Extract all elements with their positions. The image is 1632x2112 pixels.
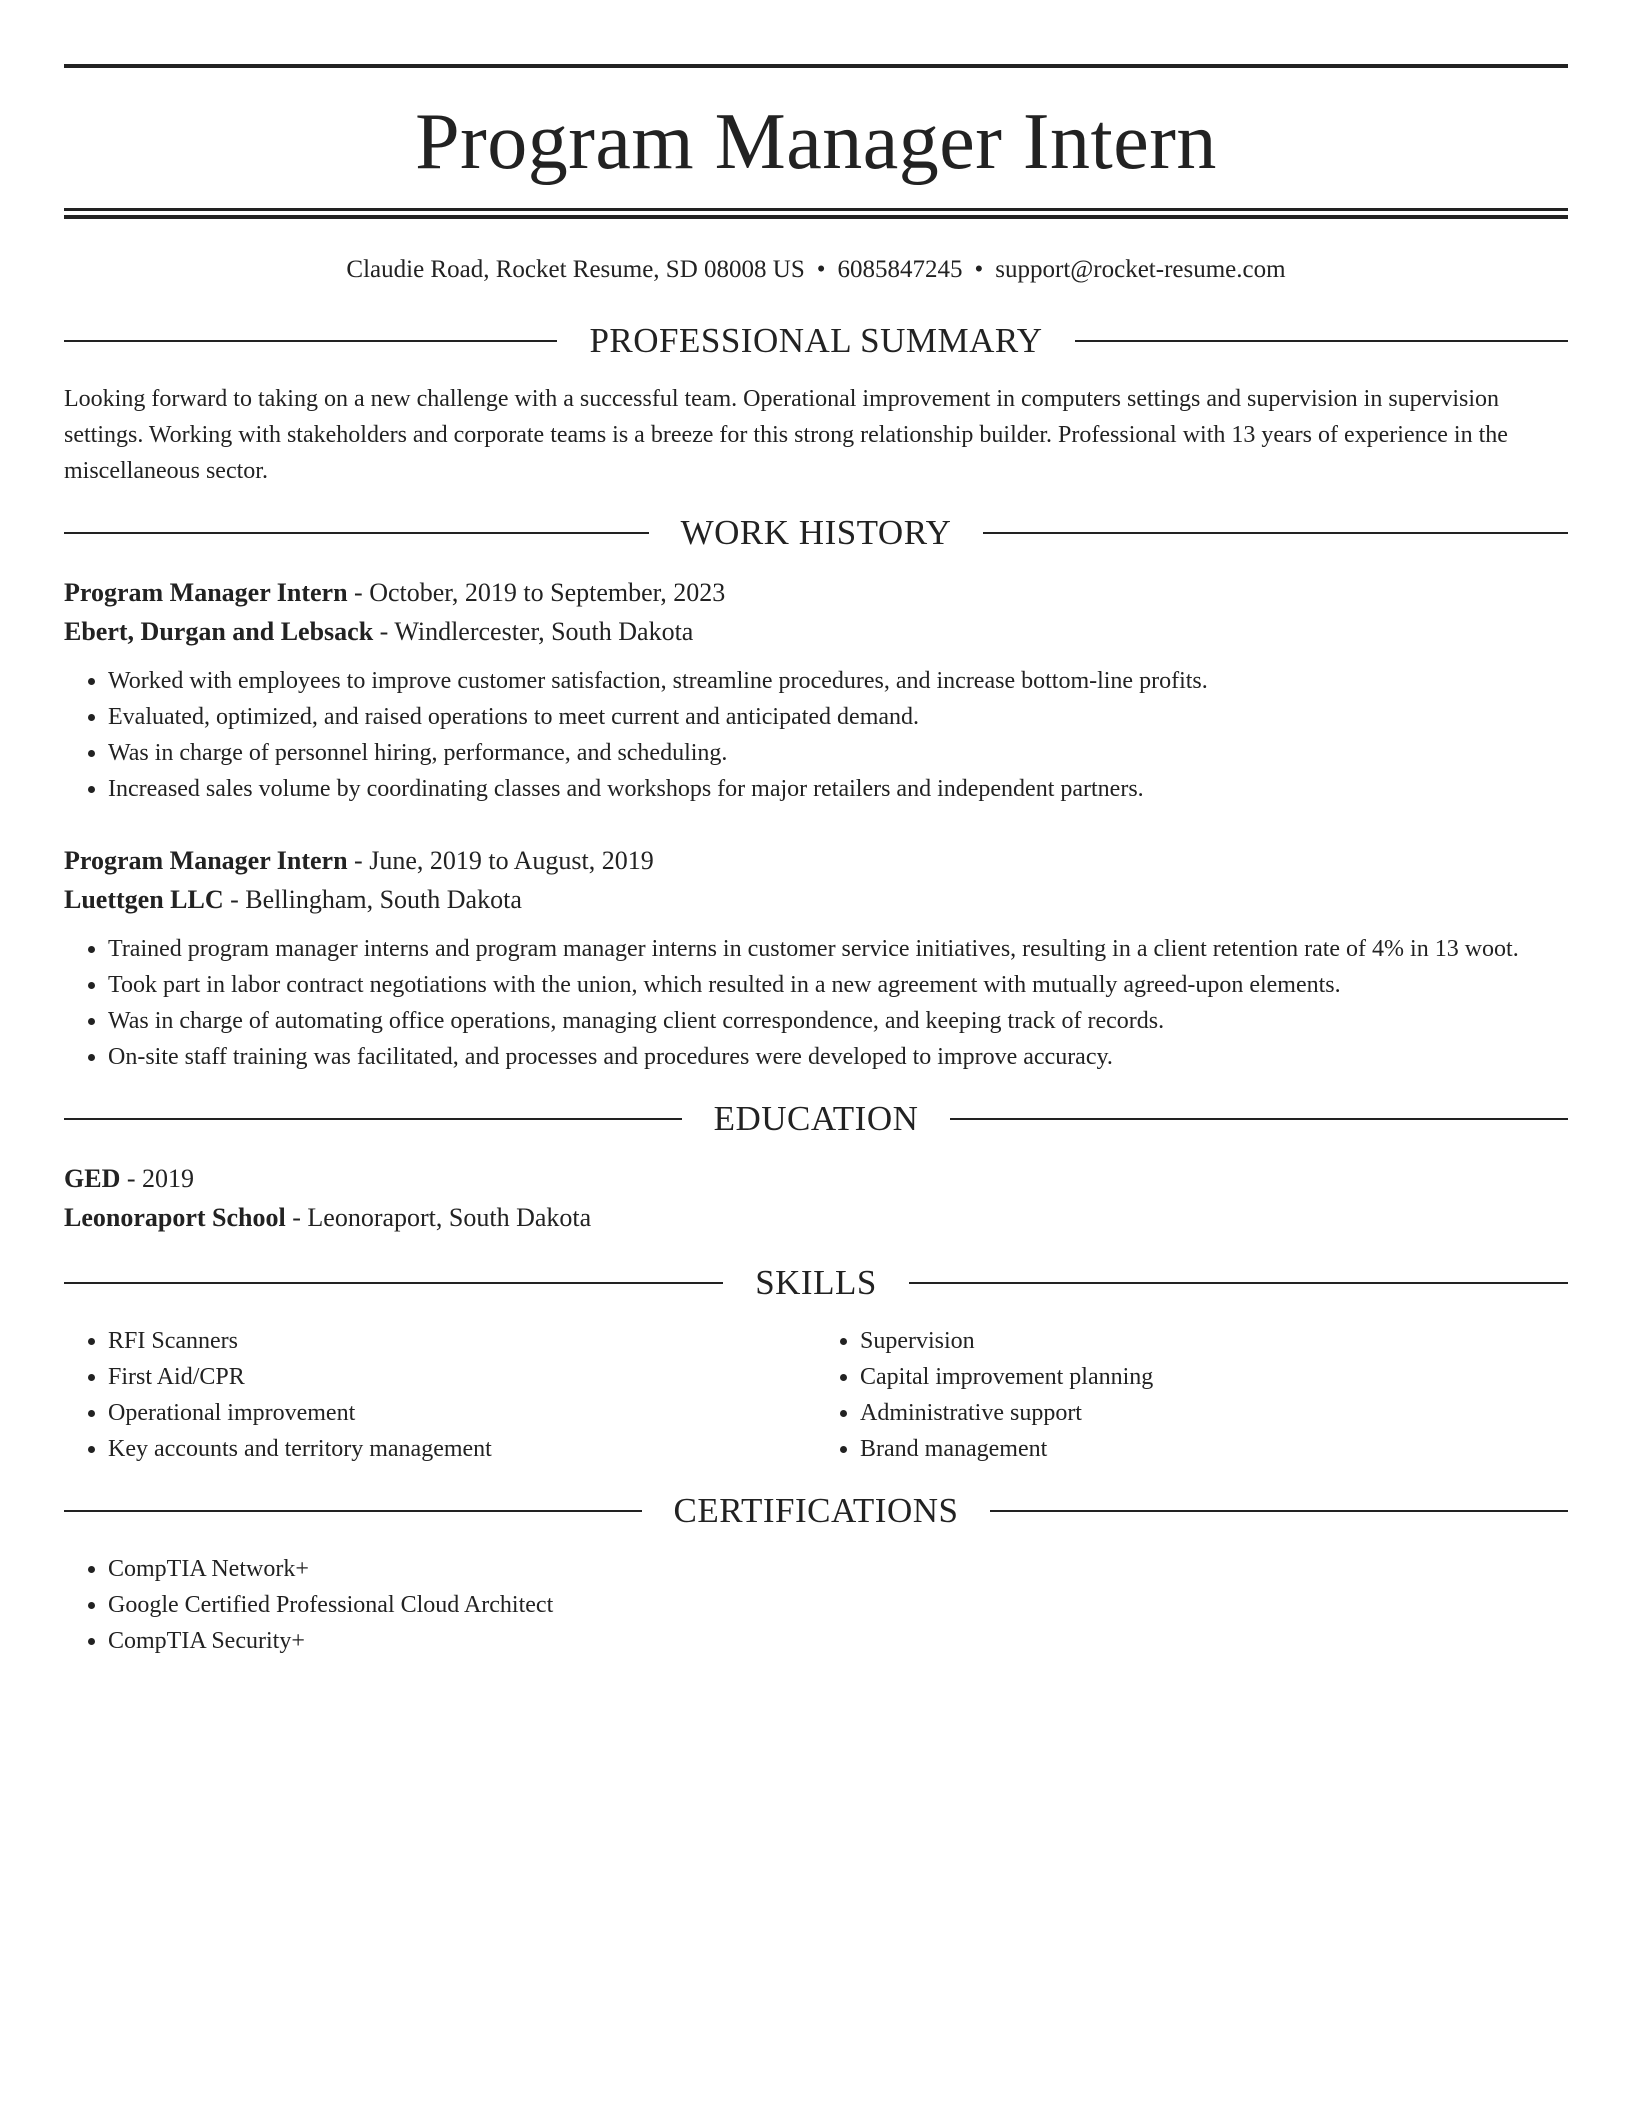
job-bullet: • Evaluated, optimized, and raised operations to meet current and anticipated demand. [108, 699, 1568, 735]
job-bullet: • Increased sales volume by coordinating classes and workshops for major retailers and independent partners. [108, 771, 1568, 807]
education-degree: GED [64, 1164, 121, 1193]
contact-line [64, 255, 1568, 285]
contact-phone: 6085847245 [837, 256, 963, 283]
contact-address: Claudie Road, Rocket Resume, SD 08008 US [346, 256, 805, 283]
job-bullet: • Worked with employees to improve customer satisfaction, streamline procedures, and increase bottom-line profits. [108, 663, 1568, 699]
job-title: Program Manager Intern [64, 846, 348, 875]
job-company: Ebert, Durgan and Lebsack [64, 617, 374, 646]
heading-rule-right [990, 1510, 1568, 1512]
heading-rule-left [64, 340, 557, 342]
job-bullets [64, 663, 1568, 807]
summary-heading [64, 321, 1568, 361]
section-title: WORK HISTORY [680, 513, 952, 552]
skill-item: • Key accounts and territory management [108, 1431, 816, 1467]
work-history-heading [64, 513, 1568, 553]
skills-columns [64, 1323, 1568, 1467]
certification-item: • CompTIA Security+ [108, 1623, 1568, 1659]
job-bullet: • Was in charge of automating office operations, managing client correspondence, and keeping track of records. [108, 1003, 1568, 1039]
section-title: EDUCATION [713, 1099, 919, 1138]
job-bullet: • Trained program manager interns and program manager interns in customer service initiatives, resulting in a client retention rate of 4% in 13 woot. [108, 931, 1568, 967]
job-bullet: • On-site staff training was facilitated, and processes and procedures were developed to improve accuracy. [108, 1039, 1568, 1075]
contact-separator: • [816, 256, 826, 283]
name-double-rule [64, 208, 1568, 219]
job-title: Program Manager Intern [64, 578, 348, 607]
job-bullet: • Was in charge of personnel hiring, performance, and scheduling. [108, 735, 1568, 771]
job-bullet: • Took part in labor contract negotiations with the union, which resulted in a new agreement with mutually agreed-upon elements. [108, 967, 1568, 1003]
job-bullets [64, 931, 1568, 1075]
skill-item: • Capital improvement planning [860, 1359, 1568, 1395]
contact-email: support@rocket-resume.com [995, 256, 1286, 283]
certification-item: • Google Certified Professional Cloud Architect [108, 1587, 1568, 1623]
job-title-line [64, 841, 1568, 880]
heading-rule-left [64, 532, 649, 534]
section-title: SKILLS [755, 1263, 877, 1302]
job-company-line [64, 612, 1568, 651]
heading-rule-left [64, 1282, 723, 1284]
education-heading [64, 1099, 1568, 1139]
heading-rule-right [1075, 340, 1568, 342]
resume-page [64, 64, 1568, 1659]
heading-rule-left [64, 1510, 642, 1512]
job-entry [64, 573, 1568, 807]
skill-item: • RFI Scanners [108, 1323, 816, 1359]
skill-item: • Supervision [860, 1323, 1568, 1359]
skills-heading [64, 1263, 1568, 1303]
certifications-list [64, 1551, 1568, 1659]
job-company: Luettgen LLC [64, 885, 224, 914]
education-degree-line [64, 1159, 1568, 1198]
job-dates: - October, 2019 to September, 2023 [347, 578, 726, 607]
contact-separator: • [974, 256, 984, 283]
skill-item: • Administrative support [860, 1395, 1568, 1431]
education-school: Leonoraport School [64, 1203, 286, 1232]
education-location: - Leonoraport, South Dakota [285, 1203, 592, 1232]
section-title: PROFESSIONAL SUMMARY [589, 321, 1043, 360]
education-year: - 2019 [120, 1164, 195, 1193]
section-title: CERTIFICATIONS [673, 1491, 959, 1530]
skills-left-list [64, 1323, 816, 1467]
skills-right-list [816, 1323, 1568, 1467]
job-company-line [64, 880, 1568, 919]
heading-rule-right [950, 1118, 1568, 1120]
job-entry [64, 841, 1568, 1075]
job-dates: - June, 2019 to August, 2019 [347, 846, 654, 875]
top-rule [64, 64, 1568, 68]
certifications-heading [64, 1491, 1568, 1531]
certification-item: • CompTIA Network+ [108, 1551, 1568, 1587]
skill-item: • Operational improvement [108, 1395, 816, 1431]
heading-rule-right [909, 1282, 1568, 1284]
skill-item: • Brand management [860, 1431, 1568, 1467]
heading-rule-left [64, 1118, 682, 1120]
job-title-line [64, 573, 1568, 612]
job-location: - Bellingham, South Dakota [223, 885, 522, 914]
education-school-line [64, 1198, 1568, 1237]
skill-item: • First Aid/CPR [108, 1359, 816, 1395]
resume-name: Program Manager Intern [415, 98, 1217, 186]
job-location: - Windlercester, South Dakota [373, 617, 694, 646]
heading-rule-right [983, 532, 1568, 534]
summary-text: Looking forward to taking on a new challenge with a successful team. Operational improvement in computers settings and supervision in supervision settings. Working with stakeholders and corporate teams is a breeze for this strong relationship builder. Professional with 13 years of experience in the miscellaneous sector. [64, 386, 1508, 484]
